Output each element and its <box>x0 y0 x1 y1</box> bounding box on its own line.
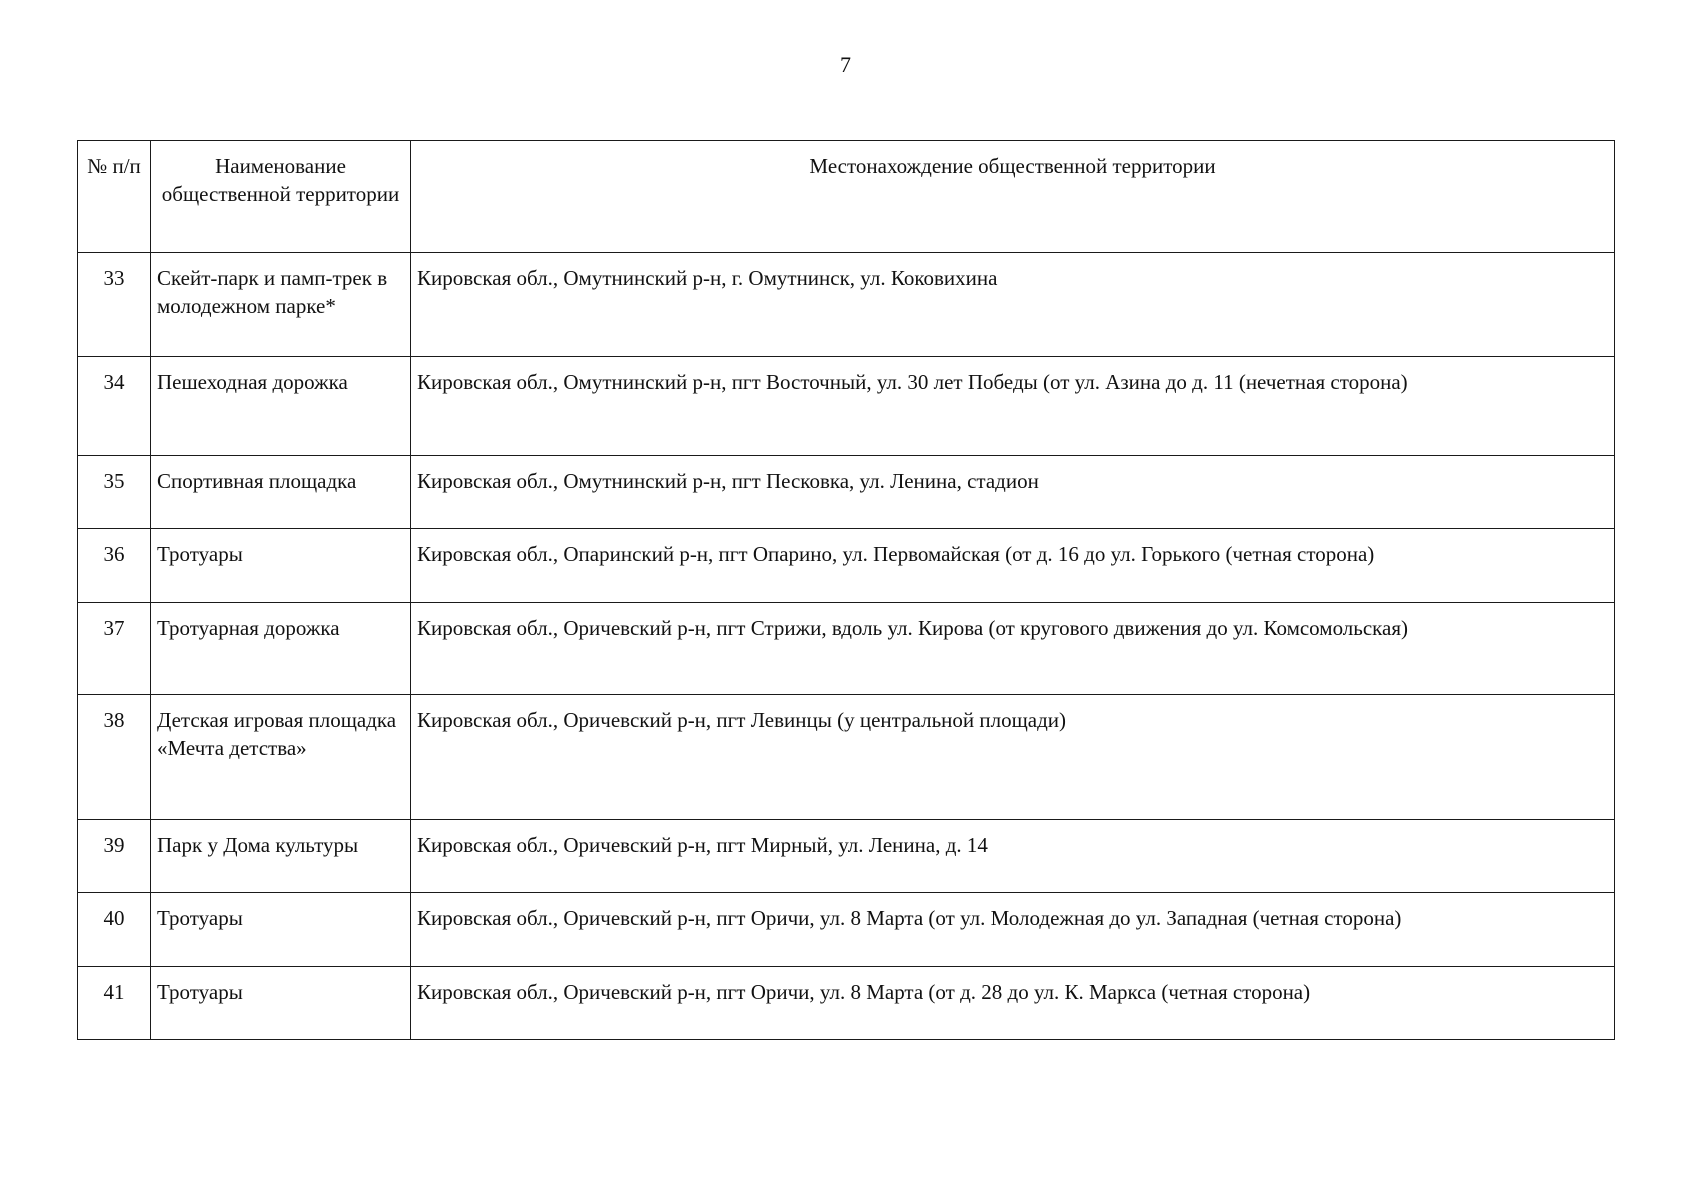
row-name: Тротуары <box>151 967 411 1040</box>
page-number: 7 <box>840 52 851 77</box>
row-num: 36 <box>78 529 151 603</box>
table-row <box>78 967 1615 1040</box>
table-row <box>78 820 1615 893</box>
row-num: 33 <box>78 253 151 357</box>
row-name: Тротуары <box>151 893 411 967</box>
row-location: Кировская обл., Оричевский р-н, пгт Мирный, ул. Ленина, д. 14 <box>411 820 1615 893</box>
table-header-row <box>78 141 1615 253</box>
table-row <box>78 357 1615 456</box>
row-location: Кировская обл., Оричевский р-н, пгт Оричи, ул. 8 Марта (от д. 28 до ул. К. Маркса (четная сторона) <box>411 967 1615 1040</box>
row-num: 41 <box>78 967 151 1040</box>
table-row <box>78 603 1615 695</box>
row-location: Кировская обл., Оричевский р-н, пгт Стрижи, вдоль ул. Кирова (от кругового движения до ул. Комсомольская) <box>411 603 1615 695</box>
territory-table <box>77 140 1615 1040</box>
row-name: Тротуары <box>151 529 411 603</box>
header-num: № п/п <box>78 141 151 253</box>
header-location: Местонахождение общественной территории <box>411 141 1615 253</box>
header-name: Наименование общественной территории <box>151 141 411 253</box>
row-num: 38 <box>78 695 151 820</box>
row-name: Тротуарная дорожка <box>151 603 411 695</box>
table-row <box>78 529 1615 603</box>
row-num: 35 <box>78 456 151 529</box>
row-num: 40 <box>78 893 151 967</box>
row-location: Кировская обл., Омутнинский р-н, пгт Восточный, ул. 30 лет Победы (от ул. Азина до д. 11 (нечетная сторона) <box>411 357 1615 456</box>
row-location: Кировская обл., Омутнинский р-н, г. Омутнинск, ул. Коковихина <box>411 253 1615 357</box>
table-row <box>78 253 1615 357</box>
row-location: Кировская обл., Оричевский р-н, пгт Оричи, ул. 8 Марта (от ул. Молодежная до ул. Западная (четная сторона) <box>411 893 1615 967</box>
row-location: Кировская обл., Опаринский р-н, пгт Опарино, ул. Первомайская (от д. 16 до ул. Горького (четная сторона) <box>411 529 1615 603</box>
row-name: Скейт-парк и памп-трек в молодежном парке* <box>151 253 411 357</box>
row-location: Кировская обл., Оричевский р-н, пгт Левинцы (у центральной площади) <box>411 695 1615 820</box>
row-num: 37 <box>78 603 151 695</box>
table-row <box>78 893 1615 967</box>
row-num: 34 <box>78 357 151 456</box>
row-num: 39 <box>78 820 151 893</box>
row-name: Пешеходная дорожка <box>151 357 411 456</box>
table-row <box>78 695 1615 820</box>
row-name: Парк у Дома культуры <box>151 820 411 893</box>
row-name: Детская игровая площадка «Мечта детства» <box>151 695 411 820</box>
row-name: Спортивная площадка <box>151 456 411 529</box>
row-location: Кировская обл., Омутнинский р-н, пгт Песковка, ул. Ленина, стадион <box>411 456 1615 529</box>
table-row <box>78 456 1615 529</box>
